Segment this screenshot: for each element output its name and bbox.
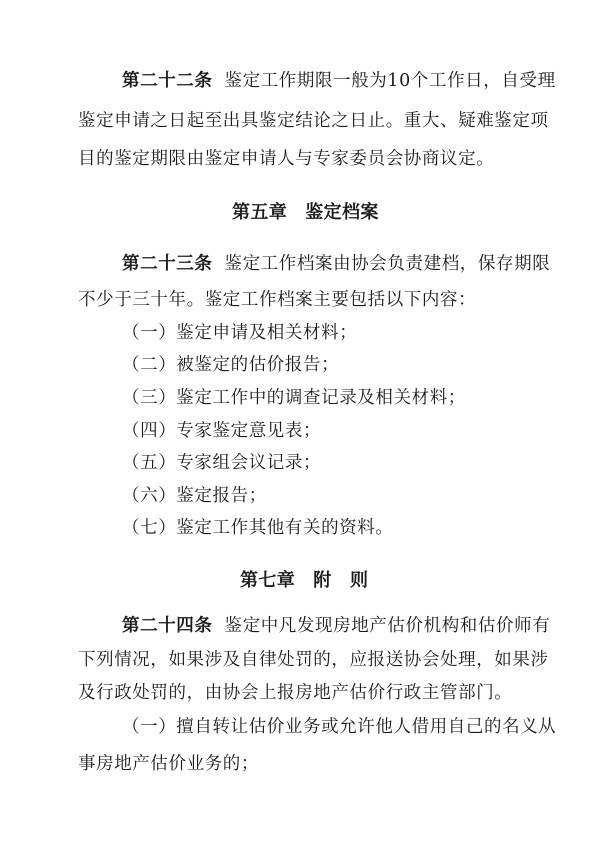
article-22-line-2: 鉴定申请之日起至出具鉴定结论之日止。重大、疑难鉴定项 <box>78 111 549 131</box>
article-23-line-1 <box>122 252 550 276</box>
article-24-line-3: 及行政处罚的，由协会上报房地产估价行政主管部门。 <box>78 683 513 703</box>
chapter-5-heading <box>232 201 379 225</box>
article-23-item-1: （一）鉴定申请及相关材料； <box>122 323 358 343</box>
chapter-7-label: 第七章 <box>240 570 296 591</box>
chapter-5-label: 第五章 <box>232 202 288 223</box>
article-23-item-6: （六）鉴定报告； <box>122 486 267 506</box>
article-23-item-3: （三）鉴定工作中的调查记录及相关材料； <box>122 388 466 408</box>
article-24-line-1 <box>122 614 550 638</box>
article-24-item-1-line-2: 事房地产估价业务的； <box>78 754 259 774</box>
article-23-item-4: （四）专家鉴定意见表； <box>122 421 322 441</box>
article-23-text-1: 鉴定工作档案由协会负责建档，保存期限 <box>224 254 551 274</box>
article-22-number: 第二十二条 <box>122 71 213 91</box>
article-24-text-1: 鉴定中凡发现房地产估价机构和估价师有 <box>224 616 551 636</box>
article-22-line-3: 目的鉴定期限由鉴定申请人与专家委员会协商议定。 <box>78 149 495 169</box>
article-23-line-2: 不少于三十年。鉴定工作档案主要包括以下内容： <box>78 290 477 310</box>
article-23-item-5: （五）专家组会议记录； <box>122 453 322 473</box>
chapter-7-title: 附 则 <box>313 570 369 591</box>
article-23-item-2: （二）被鉴定的估价报告； <box>122 355 340 375</box>
article-22-line-1 <box>122 69 556 93</box>
article-22-text-1: 鉴定工作期限一般为10个工作日，自受理 <box>224 71 556 91</box>
article-23-number: 第二十三条 <box>122 254 213 274</box>
chapter-7-heading <box>240 569 368 593</box>
article-24-item-1-line-1: （一）擅自转让估价业务或允许他人借用自己的名义从 <box>122 717 557 737</box>
article-23-item-7: （七）鉴定工作其他有关的资料。 <box>122 518 394 538</box>
article-24-number: 第二十四条 <box>122 616 213 636</box>
chapter-5-title: 鉴定档案 <box>305 202 379 223</box>
article-24-line-2: 下列情况，如果涉及自律处罚的，应报送协会处理，如果涉 <box>78 650 549 670</box>
